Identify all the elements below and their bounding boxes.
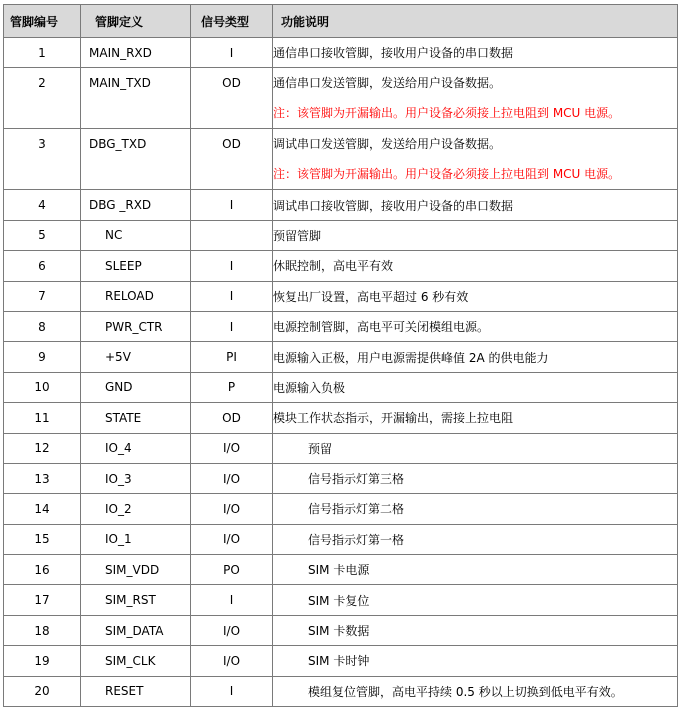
function-description: [273, 68, 678, 129]
signal-type: I/O: [191, 433, 273, 463]
signal-type: I: [191, 585, 273, 615]
pin-definition-table: [3, 4, 678, 707]
function-description: 调试串口接收管脚，接收用户设备的串口数据: [273, 190, 678, 220]
table-row: [4, 311, 678, 341]
description-text: 调试串口发送管脚，发送给用户设备数据。: [273, 137, 502, 152]
signal-type: I: [191, 251, 273, 281]
signal-type: OD: [191, 129, 273, 190]
function-description: SIM 卡数据: [273, 615, 678, 645]
pin-definition: SIM_CLK: [81, 646, 191, 676]
table-row: [4, 524, 678, 554]
function-description: 通信串口接收管脚，接收用户设备的串口数据: [273, 38, 678, 68]
signal-type: I/O: [191, 494, 273, 524]
table-row: [4, 220, 678, 250]
pin-definition: DBG_TXD: [81, 129, 191, 190]
table-row: [4, 585, 678, 615]
pin-number: 9: [4, 342, 81, 372]
pin-number: 3: [4, 129, 81, 190]
pin-definition: SIM_VDD: [81, 555, 191, 585]
signal-type: OD: [191, 68, 273, 129]
signal-type: I: [191, 311, 273, 341]
signal-type: I: [191, 190, 273, 220]
function-description: SIM 卡时钟: [273, 646, 678, 676]
function-description: 休眠控制，高电平有效: [273, 251, 678, 281]
warning-note: 注：该管脚为开漏输出。用户设备必须接上拉电阻到 MCU 电源。: [273, 167, 621, 182]
pin-definition: PWR_CTR: [81, 311, 191, 341]
table-row: [4, 342, 678, 372]
signal-type: OD: [191, 403, 273, 433]
pin-number: 10: [4, 372, 81, 402]
function-description: SIM 卡复位: [273, 585, 678, 615]
pin-number: 13: [4, 463, 81, 493]
function-description: 信号指示灯第三格: [273, 463, 678, 493]
signal-type: I/O: [191, 646, 273, 676]
function-description: 信号指示灯第一格: [273, 524, 678, 554]
function-description: 信号指示灯第二格: [273, 494, 678, 524]
function-description: 恢复出厂设置，高电平超过 6 秒有效: [273, 281, 678, 311]
pin-number: 12: [4, 433, 81, 463]
pin-number: 6: [4, 251, 81, 281]
pin-number: 16: [4, 555, 81, 585]
pin-definition: IO_2: [81, 494, 191, 524]
signal-type: [191, 220, 273, 250]
function-description: 预留管脚: [273, 220, 678, 250]
header-pin-no: 管脚编号: [4, 5, 81, 38]
pin-number: 5: [4, 220, 81, 250]
header-pin-def: 管脚定义: [81, 5, 191, 38]
pin-number: 11: [4, 403, 81, 433]
table-row: [4, 190, 678, 220]
function-description: 电源控制管脚，高电平可关闭模组电源。: [273, 311, 678, 341]
pin-definition: IO_4: [81, 433, 191, 463]
function-description: 模组复位管脚，高电平持续 0.5 秒以上切换到低电平有效。: [273, 676, 678, 706]
pin-definition: STATE: [81, 403, 191, 433]
pin-definition: NC: [81, 220, 191, 250]
pin-number: 4: [4, 190, 81, 220]
header-row: [4, 5, 678, 38]
pin-definition: IO_1: [81, 524, 191, 554]
table-row: [4, 129, 678, 190]
table-row: [4, 403, 678, 433]
pin-definition: MAIN_RXD: [81, 38, 191, 68]
pin-definition: SIM_DATA: [81, 615, 191, 645]
signal-type: P: [191, 372, 273, 402]
signal-type: I: [191, 676, 273, 706]
signal-type: I: [191, 281, 273, 311]
table-row: [4, 494, 678, 524]
pin-definition: MAIN_TXD: [81, 68, 191, 129]
pin-number: 19: [4, 646, 81, 676]
table-row: [4, 676, 678, 706]
table-row: [4, 251, 678, 281]
warning-note: 注：该管脚为开漏输出。用户设备必须接上拉电阻到 MCU 电源。: [273, 106, 621, 121]
pin-number: 18: [4, 615, 81, 645]
pin-definition: SLEEP: [81, 251, 191, 281]
table-row: [4, 463, 678, 493]
pin-number: 1: [4, 38, 81, 68]
pin-number: 14: [4, 494, 81, 524]
pin-number: 20: [4, 676, 81, 706]
pin-definition: DBG _RXD: [81, 190, 191, 220]
table-row: [4, 68, 678, 129]
function-description: 电源输入负极: [273, 372, 678, 402]
header-function-desc: 功能说明: [273, 5, 678, 38]
function-description: 预留: [273, 433, 678, 463]
pin-number: 17: [4, 585, 81, 615]
pin-definition: +5V: [81, 342, 191, 372]
function-description: 电源输入正极，用户电源需提供峰值 2A 的供电能力: [273, 342, 678, 372]
pin-number: 8: [4, 311, 81, 341]
function-description: [273, 129, 678, 190]
signal-type: I/O: [191, 524, 273, 554]
table-row: [4, 555, 678, 585]
function-description: SIM 卡电源: [273, 555, 678, 585]
header-signal-type: 信号类型: [191, 5, 273, 38]
signal-type: I/O: [191, 615, 273, 645]
table-row: [4, 433, 678, 463]
pin-number: 7: [4, 281, 81, 311]
pin-number: 15: [4, 524, 81, 554]
pin-number: 2: [4, 68, 81, 129]
table-row: [4, 646, 678, 676]
signal-type: PI: [191, 342, 273, 372]
pin-definition: RELOAD: [81, 281, 191, 311]
signal-type: I: [191, 38, 273, 68]
pin-definition: SIM_RST: [81, 585, 191, 615]
signal-type: PO: [191, 555, 273, 585]
table-row: [4, 38, 678, 68]
description-text: 通信串口发送管脚，发送给用户设备数据。: [273, 76, 502, 91]
function-description: 模块工作状态指示，开漏输出，需接上拉电阻: [273, 403, 678, 433]
signal-type: I/O: [191, 463, 273, 493]
table-row: [4, 615, 678, 645]
pin-definition: RESET: [81, 676, 191, 706]
pin-definition: IO_3: [81, 463, 191, 493]
table-row: [4, 372, 678, 402]
table-row: [4, 281, 678, 311]
pin-definition: GND: [81, 372, 191, 402]
